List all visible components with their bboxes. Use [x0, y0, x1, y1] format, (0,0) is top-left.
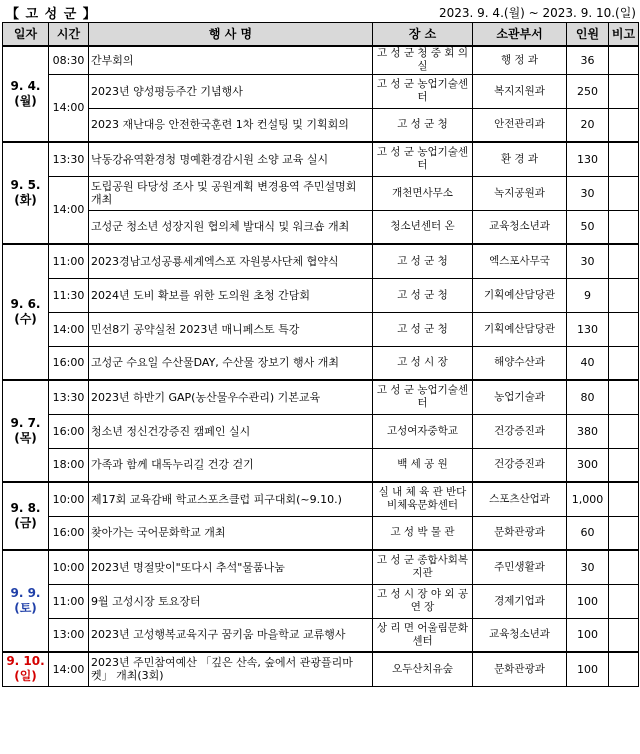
- note-cell: [609, 346, 639, 380]
- time-cell: 10:00: [49, 482, 89, 516]
- organization-title: 【 고 성 군 】: [6, 7, 97, 22]
- place-cell: 고 성 군 청 중 회 의 실: [373, 46, 473, 74]
- note-cell: [609, 108, 639, 142]
- weekday-label: (토): [14, 601, 37, 615]
- note-cell: [609, 652, 639, 686]
- schedule-row: [3, 618, 639, 652]
- note-cell: [609, 142, 639, 176]
- schedule-row: [3, 414, 639, 448]
- note-cell: [609, 74, 639, 108]
- event-name-cell: 낙동강유역환경청 명예환경감시원 소양 교육 실시: [89, 142, 373, 176]
- date-cell: [3, 652, 49, 686]
- time-cell: 11:30: [49, 278, 89, 312]
- dept-cell: 엑스포사무국: [473, 244, 567, 278]
- attendee-count-cell: 300: [567, 448, 609, 482]
- weekday-label: (수): [14, 312, 37, 326]
- schedule-row: [3, 482, 639, 516]
- schedule-row: [3, 46, 639, 74]
- place-cell: 고 성 군 농업기술센터: [373, 74, 473, 108]
- date-label: 9. 9.: [10, 586, 41, 600]
- time-cell: 14:00: [49, 176, 89, 244]
- period-range: 2023. 9. 4.(월) ~ 2023. 9. 10.(일): [439, 6, 636, 20]
- note-cell: [609, 380, 639, 414]
- event-name-cell: 2023년 고성행복교육지구 꿈키움 마을학교 교류행사: [89, 618, 373, 652]
- event-name-cell: 간부회의: [89, 46, 373, 74]
- dept-cell: 복지지원과: [473, 74, 567, 108]
- schedule-row: [3, 142, 639, 176]
- attendee-count-cell: 30: [567, 176, 609, 210]
- attendee-count-cell: 20: [567, 108, 609, 142]
- place-cell: 백 세 공 원: [373, 448, 473, 482]
- place-cell: 고 성 군 청: [373, 108, 473, 142]
- event-name-cell: 민선8기 공약실천 2023년 매니페스토 특강: [89, 312, 373, 346]
- attendee-count-cell: 40: [567, 346, 609, 380]
- date-label: 9. 10.: [6, 654, 45, 669]
- note-cell: [609, 448, 639, 482]
- place-cell: 고 성 군 청: [373, 312, 473, 346]
- date-label: 9. 7.: [10, 416, 41, 430]
- schedule-row: [3, 278, 639, 312]
- weekday-label: (월): [14, 94, 37, 108]
- dept-cell: 경제기업과: [473, 584, 567, 618]
- note-cell: [609, 176, 639, 210]
- col-header-note: 비고: [609, 23, 639, 47]
- date-label: 9. 6.: [10, 297, 41, 311]
- schedule-row: [3, 584, 639, 618]
- event-name-cell: 2024년 도비 확보를 위한 도의원 초청 간담회: [89, 278, 373, 312]
- attendee-count-cell: 1,000: [567, 482, 609, 516]
- attendee-count-cell: 80: [567, 380, 609, 414]
- event-name-cell: 고성군 청소년 성장지원 협의체 발대식 및 워크숍 개최: [89, 210, 373, 244]
- attendee-count-cell: 380: [567, 414, 609, 448]
- time-cell: 14:00: [49, 652, 89, 686]
- place-cell: 오두산치유숲: [373, 652, 473, 686]
- event-name-cell: 고성군 수요일 수산물DAY, 수산물 장보기 행사 개최: [89, 346, 373, 380]
- note-cell: [609, 278, 639, 312]
- dept-cell: 교육청소년과: [473, 210, 567, 244]
- schedule-row: [3, 652, 639, 686]
- col-header-event: 행 사 명: [89, 23, 373, 47]
- place-cell: 실 내 체 육 관 반다비체육문화센터: [373, 482, 473, 516]
- event-name-cell: 2023년 주민참여예산 「깊은 산속, 숲에서 관광플리마켓」 개최(3회): [89, 652, 373, 686]
- event-name-cell: 2023년 하반기 GAP(농산물우수관리) 기본교육: [89, 380, 373, 414]
- note-cell: [609, 516, 639, 550]
- event-name-cell: 도립공원 타당성 조사 및 공원계획 변경용역 주민설명회 개최: [89, 176, 373, 210]
- time-cell: 16:00: [49, 516, 89, 550]
- schedule-table: [2, 22, 639, 687]
- note-cell: [609, 46, 639, 74]
- date-cell: [3, 380, 49, 482]
- place-cell: 고 성 박 물 관: [373, 516, 473, 550]
- schedule-row: [3, 244, 639, 278]
- time-cell: 16:00: [49, 414, 89, 448]
- dept-cell: 주민생활과: [473, 550, 567, 584]
- time-cell: 14:00: [49, 74, 89, 142]
- weekday-label: (화): [14, 193, 37, 207]
- attendee-count-cell: 100: [567, 618, 609, 652]
- dept-cell: 문화관광과: [473, 516, 567, 550]
- dept-cell: 기획예산담당관: [473, 312, 567, 346]
- attendee-count-cell: 130: [567, 312, 609, 346]
- attendee-count-cell: 30: [567, 550, 609, 584]
- dept-cell: 해양수산과: [473, 346, 567, 380]
- event-name-cell: 9월 고성시장 토요장터: [89, 584, 373, 618]
- dept-cell: 문화관광과: [473, 652, 567, 686]
- attendee-count-cell: 36: [567, 46, 609, 74]
- place-cell: 고 성 군 농업기술센터: [373, 142, 473, 176]
- place-cell: 개천면사무소: [373, 176, 473, 210]
- schedule-row: [3, 550, 639, 584]
- schedule-body: [3, 46, 639, 686]
- weekday-label: (금): [14, 516, 37, 530]
- schedule-row: [3, 312, 639, 346]
- schedule-row: [3, 108, 639, 142]
- date-label: 9. 4.: [10, 79, 41, 93]
- dept-cell: 행 정 과: [473, 46, 567, 74]
- note-cell: [609, 584, 639, 618]
- time-cell: 11:00: [49, 584, 89, 618]
- header-row: [3, 23, 639, 47]
- weekday-label: (목): [14, 431, 37, 445]
- time-cell: 14:00: [49, 312, 89, 346]
- note-cell: [609, 550, 639, 584]
- note-cell: [609, 312, 639, 346]
- col-header-dept: 소관부서: [473, 23, 567, 47]
- attendee-count-cell: 60: [567, 516, 609, 550]
- event-name-cell: 2023경남고성공룡세계엑스포 자원봉사단체 협약식: [89, 244, 373, 278]
- time-cell: 10:00: [49, 550, 89, 584]
- attendee-count-cell: 100: [567, 652, 609, 686]
- schedule-row: [3, 448, 639, 482]
- note-cell: [609, 414, 639, 448]
- time-cell: 16:00: [49, 346, 89, 380]
- dept-cell: 스포츠산업과: [473, 482, 567, 516]
- col-header-count: 인원: [567, 23, 609, 47]
- schedule-row: [3, 380, 639, 414]
- time-cell: 18:00: [49, 448, 89, 482]
- event-name-cell: 가족과 함께 대독누리길 건강 걷기: [89, 448, 373, 482]
- time-cell: 11:00: [49, 244, 89, 278]
- dept-cell: 교육청소년과: [473, 618, 567, 652]
- event-name-cell: 청소년 정신건강증진 캠페인 실시: [89, 414, 373, 448]
- date-cell: [3, 46, 49, 142]
- time-cell: 13:30: [49, 142, 89, 176]
- time-cell: 13:00: [49, 618, 89, 652]
- place-cell: 청소년센터 온: [373, 210, 473, 244]
- place-cell: 고 성 시 장: [373, 346, 473, 380]
- event-name-cell: 2023년 명절맞이"또다시 추석"물품나눔: [89, 550, 373, 584]
- note-cell: [609, 244, 639, 278]
- col-header-date: 일자: [3, 23, 49, 47]
- schedule-row: [3, 74, 639, 108]
- event-name-cell: 찾아가는 국어문화학교 개최: [89, 516, 373, 550]
- date-label: 9. 8.: [10, 501, 41, 515]
- date-cell: [3, 550, 49, 652]
- attendee-count-cell: 9: [567, 278, 609, 312]
- col-header-place: 장 소: [373, 23, 473, 47]
- event-name-cell: 2023년 양성평등주간 기념행사: [89, 74, 373, 108]
- dept-cell: 건강증진과: [473, 414, 567, 448]
- time-cell: 13:30: [49, 380, 89, 414]
- dept-cell: 환 경 과: [473, 142, 567, 176]
- note-cell: [609, 482, 639, 516]
- place-cell: 고 성 군 농업기술센터: [373, 380, 473, 414]
- place-cell: 고성여자중학교: [373, 414, 473, 448]
- event-name-cell: 제17회 교육감배 학교스포츠클럽 피구대회(~9.10.): [89, 482, 373, 516]
- note-cell: [609, 210, 639, 244]
- place-cell: 고 성 시 장 야 외 공 연 장: [373, 584, 473, 618]
- attendee-count-cell: 250: [567, 74, 609, 108]
- date-cell: [3, 244, 49, 380]
- attendee-count-cell: 30: [567, 244, 609, 278]
- note-cell: [609, 618, 639, 652]
- report-header: [0, 0, 640, 22]
- attendee-count-cell: 100: [567, 584, 609, 618]
- date-cell: [3, 142, 49, 244]
- event-name-cell: 2023 재난대응 안전한국훈련 1차 컨설팅 및 기획회의: [89, 108, 373, 142]
- dept-cell: 건강증진과: [473, 448, 567, 482]
- schedule-row: [3, 346, 639, 380]
- schedule-row: [3, 210, 639, 244]
- attendee-count-cell: 50: [567, 210, 609, 244]
- schedule-row: [3, 176, 639, 210]
- dept-cell: 안전관리과: [473, 108, 567, 142]
- dept-cell: 기획예산담당관: [473, 278, 567, 312]
- attendee-count-cell: 130: [567, 142, 609, 176]
- dept-cell: 농업기술과: [473, 380, 567, 414]
- weekday-label: (일): [14, 669, 37, 684]
- dept-cell: 녹지공원과: [473, 176, 567, 210]
- place-cell: 고 성 군 종합사회복지관: [373, 550, 473, 584]
- place-cell: 고 성 군 청: [373, 244, 473, 278]
- date-cell: [3, 482, 49, 550]
- schedule-row: [3, 516, 639, 550]
- date-label: 9. 5.: [10, 178, 41, 192]
- place-cell: 상 리 면 어울림문화센터: [373, 618, 473, 652]
- place-cell: 고 성 군 청: [373, 278, 473, 312]
- col-header-time: 시간: [49, 23, 89, 47]
- time-cell: 08:30: [49, 46, 89, 74]
